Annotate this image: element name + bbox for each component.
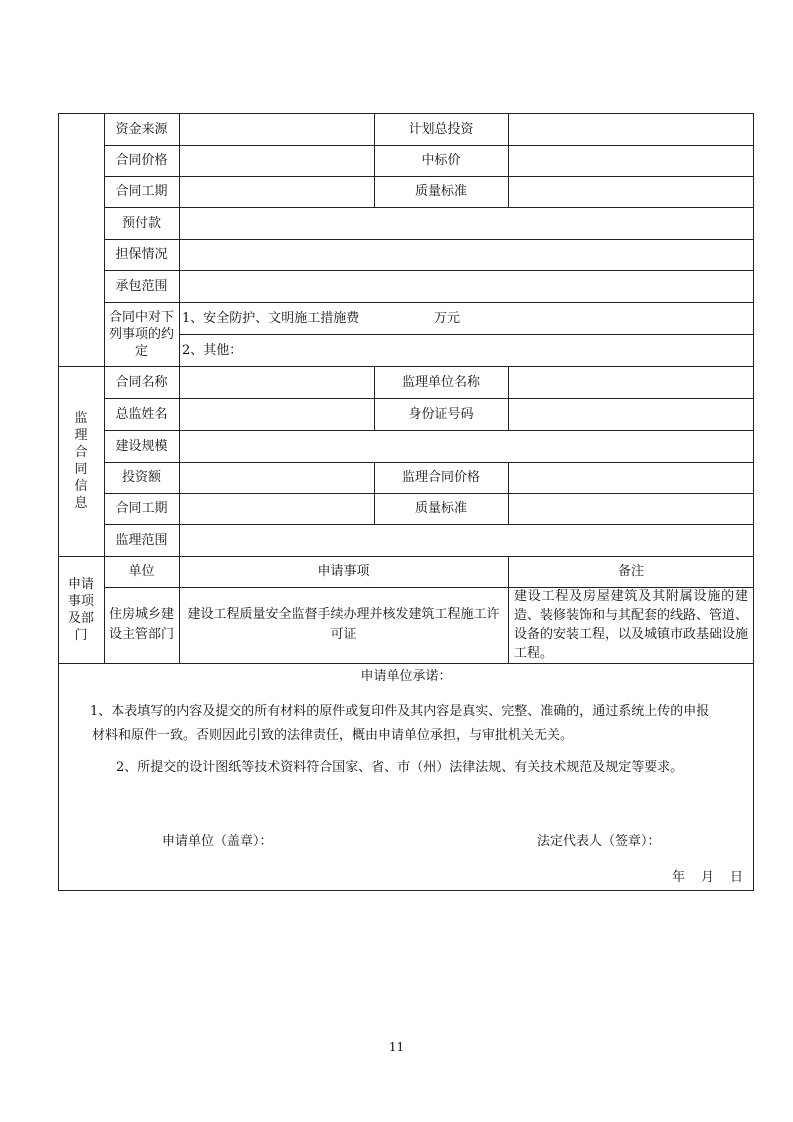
remarks-cell: 建设工程及房屋建筑及其附属设施的建造、装修装饰和与其配套的线路、管道、设备的安装工程，以及城镇市政基础设施工程。: [514, 589, 749, 661]
item-column-header: 申请事项: [317, 564, 370, 579]
supervisor-company-label: 监理单位名称: [401, 374, 480, 390]
date-day-label: 日: [730, 870, 744, 885]
contract-price-label: 合同价格: [115, 153, 168, 168]
chief-supervisor-label: 总监姓名: [115, 406, 168, 422]
pledge-paragraph-2: 2、所提交的设计图纸等技术资料符合国家、省、市（州）法律法规、有关技术规范及规定等要求。: [116, 760, 684, 775]
contract-name-label: 合同名称: [115, 374, 168, 390]
supervision-section-label: 监理合同信息: [74, 411, 88, 511]
investment-label: 投资额: [121, 470, 161, 485]
date-year-label: 年: [672, 870, 686, 885]
row-divider: [104, 239, 754, 240]
planned-investment-label: 计划总投资: [408, 121, 474, 137]
id-number-label: 身份证号码: [408, 406, 474, 422]
row-divider: [104, 524, 754, 525]
quality-standard-label: 质量标准: [414, 184, 467, 199]
supervision-quality-label: 质量标准: [414, 501, 467, 516]
legal-rep-signature-label: 法定代表人（签章）：: [537, 834, 661, 849]
contract-period-label: 合同工期: [115, 184, 168, 199]
row-divider: [104, 270, 754, 271]
col-divider: [508, 462, 509, 524]
unit-column-header: 单位: [128, 564, 155, 579]
other-agreement: 2、其他：: [182, 342, 243, 358]
scope-label: 承包范围: [115, 278, 168, 294]
pledge-title: 申请单位承诺：: [360, 668, 452, 684]
applicant-seal-label: 申请单位（盖章）：: [162, 834, 273, 849]
row-divider: [104, 207, 754, 208]
note-column-header: 备注: [617, 564, 644, 579]
date-month-label: 月: [701, 870, 715, 885]
funding-source-label: 资金来源: [115, 121, 168, 137]
fee-unit: 万元: [434, 310, 461, 326]
supervision-period-label: 合同工期: [115, 501, 168, 516]
bid-price-label: 中标价: [421, 153, 461, 168]
advance-payment-label: 预付款: [121, 215, 161, 231]
row-divider: [104, 430, 754, 431]
col-divider: [508, 113, 509, 207]
supervision-scope-label: 监理范围: [115, 532, 168, 548]
supervision-price-label: 监理合同价格: [401, 470, 480, 485]
department-cell: 住房城乡建设主管部门: [109, 607, 175, 642]
agreement-label: 合同中对下列事项的约定: [108, 309, 174, 359]
application-item-cell: 建设工程质量安全监督手续办理并核发建筑工程施工许可证: [187, 607, 500, 642]
page-number: 11: [388, 1040, 405, 1054]
safety-measures-fee: 1、安全防护、文明施工措施费: [182, 310, 360, 326]
application-section-label: 申请事项及部门: [67, 576, 94, 643]
guarantee-label: 担保情况: [115, 247, 168, 262]
col-divider: [508, 366, 509, 430]
pledge-paragraph-1: 1、本表填写的内容及提交的所有材料的原件或复印件及其内容是真实、完整、准确的，通过系统上传的申报材料和原件一致。否则因此引致的法律责任，概由申请单位承担，与审批机关无关。: [90, 704, 710, 743]
construction-scale-label: 建设规模: [115, 438, 168, 454]
